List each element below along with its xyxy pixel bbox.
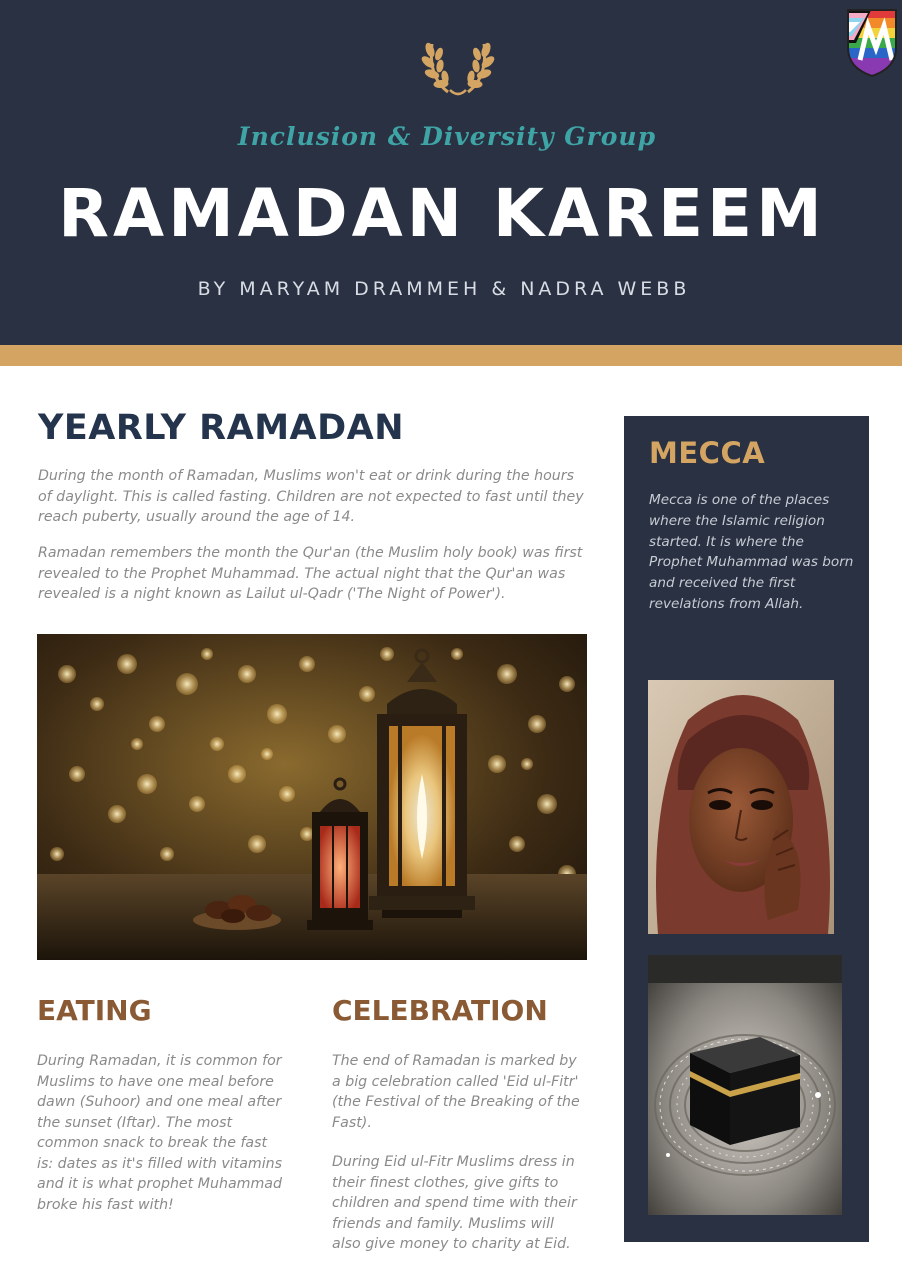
kaaba-photo	[648, 955, 842, 1215]
woman-in-hijab-photo	[648, 680, 834, 934]
page-title: RAMADAN KAREEM	[58, 175, 826, 252]
celebration-paragraph-1: The end of Ramadan is marked by a big celebration called 'Eid ul-Fitr' (the Festival of the Breaking of the Fast).	[332, 1053, 580, 1131]
eating-text: During Ramadan, it is common for Muslims to have one meal before dawn (Suhoor) and one meal after the sunset (Iftar). The most common snack to break the fast is: dates as it's filled with vitamins and it is what prophet Muhammad broke his fast with!	[37, 1053, 283, 1213]
laurel-wreath-icon	[418, 32, 498, 98]
mecca-heading: MECCA	[649, 436, 766, 470]
celebration-heading: CELEBRATION	[332, 994, 548, 1027]
yearly-paragraph-1: During the month of Ramadan, Muslims won't eat or drink during the hours of daylight. This is called fasting. Children are not expected to fast until they reach puberty, usually around the age of 14.	[38, 468, 584, 525]
rainbow-shield-badge	[846, 8, 898, 78]
lanterns-and-dates-photo	[37, 634, 587, 960]
mecca-text: Mecca is one of the places where the Islamic religion started. It is where the Prophet Muhammad was born and received the first revelations from Allah.	[649, 492, 854, 612]
group-name: Inclusion & Diversity Group	[237, 122, 657, 151]
gold-divider-bar	[0, 345, 902, 366]
eating-heading: EATING	[37, 994, 152, 1027]
yearly-paragraph-2: Ramadan remembers the month the Qur'an (the Muslim holy book) was first revealed to the Prophet Muhammad. The actual night that the Qur'an was revealed is a night known as Lailut ul-Qadr ('The Night of Power').	[38, 545, 583, 602]
yearly-ramadan-heading: YEARLY RAMADAN	[38, 408, 405, 448]
celebration-paragraph-2: During Eid ul-Fitr Muslims dress in their finest clothes, give gifts to children and spend time with their friends and family. Muslims will also give money to charity at Eid.	[332, 1154, 577, 1252]
byline: BY MARYAM DRAMMEH & NADRA WEBB	[197, 278, 691, 300]
